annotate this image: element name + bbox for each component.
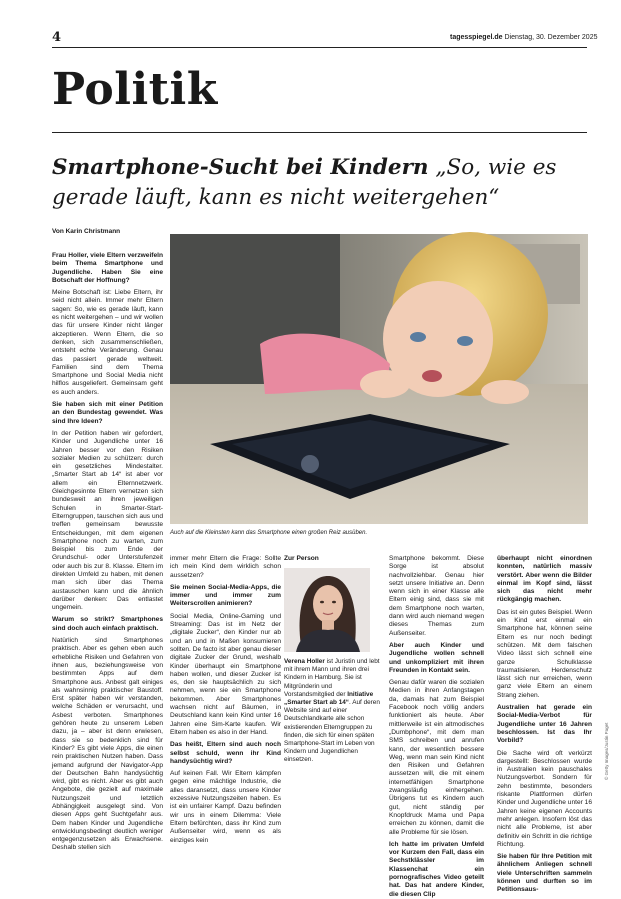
interview-answer: Auf keinen Fall. Wir Eltern kämpfen gegen eine mächtige Industrie, die alles daransetzt, dass unsere Kinder exzessive Nutzungszeiten haben. Es ist ein unfairer Kampf. Dazu befinden wir uns in einem Dilemma: Viele Eltern befürchten, dass ihr Kind zum Außenseiter wird, wenn es als einziges kein [170,770,281,844]
person-initiative: Initiative „Smarter Start ab 14“ [284,690,374,707]
interview-question: Frau Holler, viele Eltern verzweifeln beim Thema Smartphone und Jugendliche. Haben Sie eine Botschaft der Hoffnung? [52,252,163,284]
masthead-date: Dienstag, 30. Dezember 2025 [504,34,598,41]
person-bio-rest: . Auf deren Website sind auf einer Deutschlandkarte alle schon existierenden Elterngruppen zu finden, die sich für einen späten Smartphone-Start im Leben von Kindern und Jugendlichen einsetzen. [284,699,380,764]
article-column-5 [497,555,592,894]
interview-question: überhaupt nicht einordnen konnten, natürlich massiv verstört. Aber wenn die Bilder einmal im Kopf sind, lässt sich das nicht mehr rückgängig machen. [497,555,592,604]
person-box [284,555,382,765]
article-photo [170,234,588,524]
interview-question: Ich hatte im privaten Umfeld vor Kurzem den Fall, dass ein Sechstklässler im Klassenchat ein pornografisches Video geteilt hat. Das hat andere Kinder, die diesen Clip [389,840,484,898]
interview-question: Sie meinen Social-Media-Apps, die immer und immer zum Weiterscrollen animieren? [170,583,281,608]
section-rule [52,132,587,133]
person-bio [284,658,382,765]
article-column-2 [170,555,281,855]
interview-answer: Smartphone bekommt. Diese Sorge ist absolut nachvollziehbar. Genau hier setzt unsere Initiative an. Denn wenn sich in einer Klasse alle Eltern einig sind, dass sie mit dem Smartphone noch warten, dann wird auch niemand wegen dieses Themas zum Außenseiter. [389,555,484,637]
interview-question: Das heißt, Eltern sind auch noch selbst schuld, wenn ihr Kind handysüchtig wird? [170,741,281,765]
interview-answer: Das ist ein gutes Beispiel. Wenn ein Kind erst einmal ein Smartphone hat, können seine Eltern es nur noch bedingt schützen. Mit dem falschen Video lässt sich schnell eine ganze Schulklasse traumatisieren. Herdenschutz lässt sich nur erreichen, wenn ganz viele Eltern an einem Strang ziehen. [497,608,592,699]
interview-answer: Meine Botschaft ist: Liebe Eltern, ihr seid nicht allein. Immer mehr Eltern sagen: So, wie es gerade läuft, kann es nicht weitergehen – und wir wollen das für unsere Kinder nicht länger akzeptieren. Wenn Eltern, die so denken, sich zusammenschließen, entsteht echte Veränderung. Genau das passiert gerade weltweit. Familien sind dem Thema Smartphone und Social Media nicht hilflos ausgeliefert. Gemeinsam geht es auch anders. [52,289,163,396]
top-rule [52,47,587,48]
interview-question: Sie haben sich mit einer Petition an den Bundestag gewendet. Was sind Ihre Ideen? [52,401,163,425]
photo-caption: Auch auf die Kleinsten kann das Smartphone einen großen Reiz ausüben. [170,530,368,536]
article-column-1 [52,252,163,857]
headline [52,153,572,213]
headline-kicker: Smartphone-Sucht bei Kindern [52,155,429,180]
interview-answer: In der Petition haben wir gefordert, Kinder und Jugendliche unter 16 Jahren besser vor den Risiken sozialer Medien zu schützen: durch ein gesetzliches Mindestalter. „Smarter Start ab 14“ ist aber vor allem ein Elternnetzwerk. Gleichgesinnte Eltern vernetzen sich bundesweit an ihren jeweiligen Schulen in Smarter-Start-Elterngruppen, tauschen sich aus und treffen gemeinsam bewusste Entscheidungen, mit dem eigenen Smartphone noch zu warten, zum Beispiel bis zum Ende der Grundschul- oder Unterstufenzeit oder auch bis zur 8. Klasse. Eltern im direkten Umfeld zu haben, mit denen man sich über das Thema austauschen kann und die ähnlich darüber denken: Das entlastet ungemein. [52,429,163,612]
interview-question: Sie haben für Ihre Petition mit ähnlichem Anliegen schnell viele Unterschriften sammeln können und durften so im Petitionsaus- [497,853,592,894]
masthead [450,34,597,41]
portrait-photo [284,568,370,652]
interview-answer: Social Media, Online-Gaming und Streaming: Das ist im Netz der „digitale Zucker“, den Kinder nur ab und an und in Maßen konsumieren sollten. De facto ist aber genau dieser digitale Zucker der Grund, weshalb Kinder überhaupt ein Smartphone haben wollen, und dieser Zucker ist es, den sie hauptsächlich zu sich nehmen, wenn sie ein Smartphone bekommen. Aber Smartphones wachsen nicht auf Bäumen, in Deutschland kann kein Kind unter 16 Jahren eine Sim-Karte kaufen. Wir Eltern haben es also in der Hand. [170,612,281,736]
article-column-4 [389,555,484,898]
byline: Von Karin Christmann [52,228,121,235]
person-heading: Zur Person [284,555,319,562]
headline-quote: „So, wie es gerade läuft, kann es nicht weitergehen“ [52,155,557,210]
photo-credit: © Getty Images/Justin Paget [604,722,609,780]
interview-question: Warum so strikt? Smartphones sind doch auch einfach praktisch. [52,616,163,632]
page-number: 4 [52,30,62,45]
section-title: Politik [52,64,218,115]
interview-answer: Die Sache wird oft verkürzt dargestellt: Beschlossen wurde in Australien kein pauschales Nutzungsverbot. Sondern für zehn bestimmte, besonders riskante Plattformen dürfen Kinder und Jugendliche unter 16 Jahren keine eigenen Accounts mehr anlegen. Insofern löst das nicht alle Probleme, ist aber definitiv ein Schritt in die richtige Richtung. [497,749,592,848]
masthead-site[interactable]: tagesspiegel.de [450,34,503,41]
interview-answer: Natürlich sind Smartphones praktisch. Aber es gehen eben auch erhebliche Risiken und Gefahren von ihnen aus, beziehungsweise von bestimmten Apps auf dem Smartphone aus. Anbest galt einiges als wahnsinnig praktischer Baustoff. Erst später haben wir verstanden, welche Schäden er verursacht, und Asbest verboten. Smartphones gehören heute zu unserem Leben dazu, ja – aber ist denn erwiesen, dass sie so bedenklich sind für Kinder? Es gibt viele Apps, die einen rein praktischen Nutzen haben. Dass jemand aufgrund der Navigator-App der Deutschen Bahn handysüchtig wird, gibt es nicht. Aber es gibt auch Angebote, die gezielt auf maximale Nutzungszeit und letztlich Abhängigkeit ausgelegt sind. Von diesen Apps geht Suchtgefahr aus. Dem haben Kinder und Jugendliche entwicklungsbedingt deutlich weniger entgegenzusetzen als Erwachsene. Deshalb stellen sich [52,637,163,852]
person-name: Verena Holler [284,658,325,665]
verena-holler-portrait [284,568,370,652]
person-bio-text: ist Juristin und lebt mit ihrem Mann und ihren drei Kindern in Hamburg. Sie ist Mitgründerin und Vorstandsmitglied der [284,658,380,698]
interview-question: Australien hat gerade ein Social-Media-Verbot für Jugendliche unter 16 Jahren beschlossen. Ist das Ihr Vorbild? [497,704,592,745]
interview-question: Aber auch Kinder und Jugendliche wollen schnell und unkompliziert mit ihren Freunden in Kontakt sein. [389,641,484,674]
interview-answer: Genau dafür waren die sozialen Medien in ihren Anfangstagen da, damals hat zum Beispiel Facebook noch völlig anders funktioniert als heute. Aber mittlerweile ist ein altmodisches „Dumbphone“, mit dem man SMS schreiben und anrufen kann, der wesentlich bessere Weg, wenn man sein Kind nicht den Risiken und Gefahren aussetzen will, die mit einem internetfähigen Smartphone zwangsläufig einhergehen. Übrigens tut es Kindern auch gut, nicht ständig per Knopfdruck Mama und Papa erreichen zu können, damit die alle Probleme für sie lösen. [389,679,484,836]
child-with-smartphone-photo [170,234,588,524]
interview-answer: immer mehr Eltern die Frage: Sollte ich mein Kind dem wirklich schon aussetzen? [170,555,281,579]
